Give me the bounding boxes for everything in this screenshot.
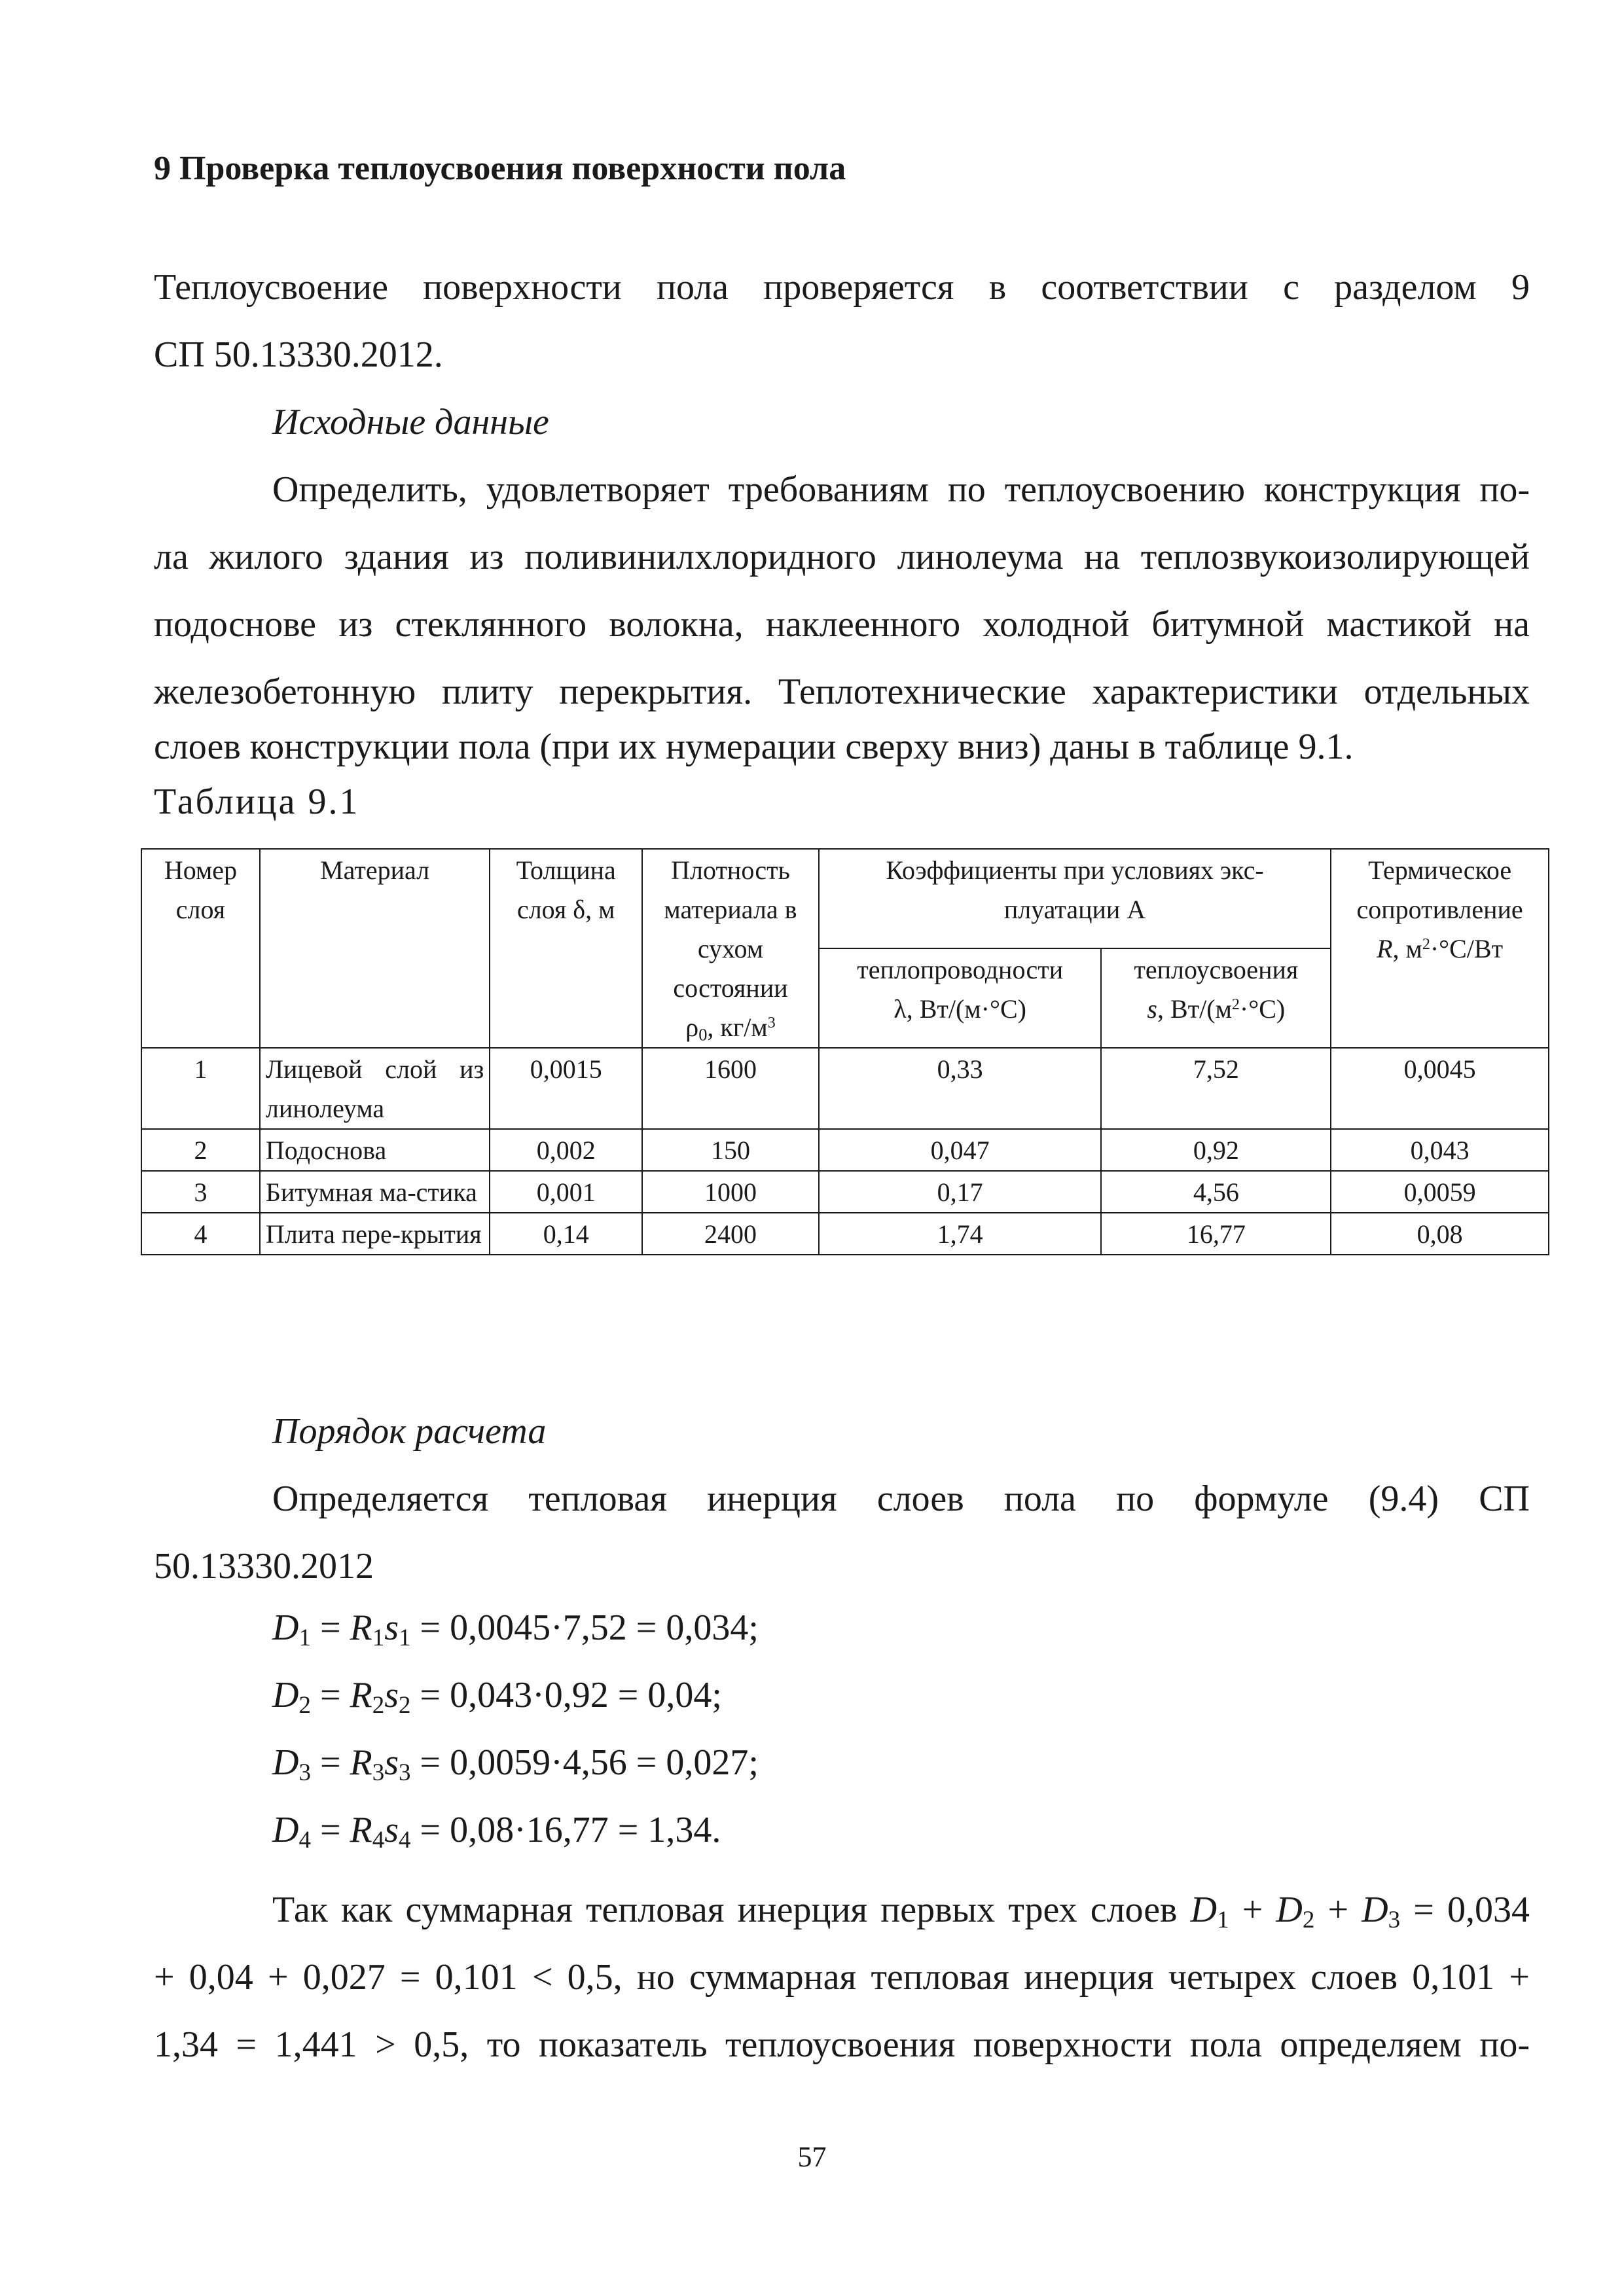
calc-intro-line-1: Определяется тепловая инерция слоев пола по формуле (9.4) СП <box>272 1479 1530 1519</box>
formula-s2-index: 2 <box>399 1691 411 1719</box>
formula-d4: $D_4 = R_4s_4 = 0,08\cdot 16,77 = 1,34$. <box>272 1810 721 1854</box>
cell-num: 4 <box>141 1213 260 1255</box>
formula-r3-index: 3 <box>372 1759 385 1786</box>
table-row <box>141 1213 1549 1255</box>
intro-line-2: СП 50.13330.2012. <box>154 334 443 375</box>
formula-r4-index: 4 <box>372 1826 385 1854</box>
task-line-3: подоснове из стеклянного волокна, наклеенного холодной битумной мастикой на <box>154 604 1530 645</box>
cell-density: 1600 <box>642 1048 819 1129</box>
conclusion-line-1: Так как суммарная тепловая инерция первых трех слоев $D_1 + D_2 + D_3 = 0,034$ <box>272 1890 1530 1933</box>
cell-absorption: 16,77 <box>1101 1213 1331 1255</box>
cell-conductivity: 0,17 <box>819 1171 1102 1213</box>
formula-d3-index: 3 <box>298 1759 311 1786</box>
task-line-5: слоев конструкции пола (при их нумерации сверху вниз) даны в таблице 9.1. <box>154 726 1354 767</box>
header-resistance-unit-b: ·°С/Вт <box>1430 934 1504 963</box>
conclusion-line-1-value: = 0,034 <box>1413 1890 1530 1930</box>
formula-d4-result: = 0,08·16,77 = 1,34. <box>410 1810 721 1850</box>
section-heading: 9 Проверка теплоусвоения поверхности пола <box>154 150 846 187</box>
header-absorption-sup: 2 <box>1231 996 1240 1013</box>
cell-num: 1 <box>141 1048 260 1129</box>
cell-resistance: 0,0059 <box>1331 1171 1549 1213</box>
cell-resistance: 0,0045 <box>1331 1048 1549 1129</box>
header-material: Материал <box>260 849 490 1048</box>
cell-material: Подоснова <box>260 1129 490 1171</box>
cell-material: Плита пере-крытия <box>260 1213 490 1255</box>
formula-s4-index: 4 <box>399 1826 411 1854</box>
formula-d4-index: 4 <box>298 1826 311 1854</box>
formula-d2-index: 2 <box>298 1691 311 1719</box>
table-caption: Таблица 9.1 <box>154 781 360 822</box>
cell-density: 1000 <box>642 1171 819 1213</box>
formula-s1-index: 1 <box>399 1624 411 1651</box>
initial-data-title: Исходные данные <box>272 402 549 442</box>
layers-table <box>141 848 1549 1255</box>
task-line-2: ла жилого здания из поливинилхлоридного линолеума на теплозвукоизолирующей <box>154 537 1530 577</box>
header-coefficients: Коэффициенты при условиях экс-плуатации А <box>819 849 1331 948</box>
formula-r2-index: 2 <box>372 1691 385 1719</box>
header-num: Номер слоя <box>141 849 260 1048</box>
intro-line-1: Теплоусвоение поверхности пола проверяется в соответствии с разделом 9 <box>154 267 1530 308</box>
table-header-row <box>141 849 1549 948</box>
header-conductivity <box>819 948 1102 1048</box>
table-row <box>141 1171 1549 1213</box>
header-density-unit: , кг/м <box>707 1013 768 1042</box>
header-density <box>642 849 819 1048</box>
header-resistance-text: Термическое сопротивление <box>1356 855 1523 924</box>
formula-d1-result: = 0,0045·7,52 = 0,034; <box>410 1607 759 1648</box>
cell-thickness: 0,001 <box>490 1171 642 1213</box>
cell-density: 2400 <box>642 1213 819 1255</box>
header-conductivity-unit: λ, Вт/(м·°С) <box>893 994 1026 1024</box>
cell-absorption: 4,56 <box>1101 1171 1331 1213</box>
cell-resistance: 0,043 <box>1331 1129 1549 1171</box>
formula-d3: $D_3 = R_3s_3 = 0,0059\cdot 4,56 = 0,027$; <box>272 1742 759 1786</box>
header-absorption-text: теплоусвоения <box>1134 955 1299 984</box>
formula-s3-index: 3 <box>399 1759 411 1786</box>
cell-num: 3 <box>141 1171 260 1213</box>
header-resistance-symbol: R <box>1377 934 1393 963</box>
task-line-1: Определить, удовлетворяет требованиям по теплоусвоению конструкция по- <box>272 469 1530 510</box>
cell-absorption: 0,92 <box>1101 1129 1331 1171</box>
header-absorption-symbol: s <box>1147 994 1157 1024</box>
conclusion-line-1-text: Так как суммарная тепловая инерция первых трех слоев <box>272 1890 1178 1930</box>
header-absorption <box>1101 948 1331 1048</box>
cell-material: Лицевой слой из линолеума <box>260 1048 490 1129</box>
header-density-text: Плотность материала в сухом состоянии <box>664 855 797 1003</box>
conclusion-line-3: 1,34 = 1,441 > 0,5, то показатель теплоусвоения поверхности пола определяем по- <box>154 2024 1530 2065</box>
cell-thickness: 0,0015 <box>490 1048 642 1129</box>
cell-density: 150 <box>642 1129 819 1171</box>
page-number: 57 <box>797 2141 827 2173</box>
header-density-symbol: ρ <box>685 1013 699 1042</box>
cell-material: Битумная ма-стика <box>260 1171 490 1213</box>
formula-d2: $D_2 = R_2s_2 = 0,043\cdot 0,92 = 0,04$; <box>272 1675 722 1719</box>
calc-intro-line-2: 50.13330.2012 <box>154 1546 374 1587</box>
cell-conductivity: 0,047 <box>819 1129 1102 1171</box>
formula-d2-result: = 0,043·0,92 = 0,04; <box>410 1675 722 1715</box>
cell-thickness: 0,14 <box>490 1213 642 1255</box>
calc-title: Порядок расчета <box>272 1411 547 1452</box>
header-absorption-unit-a: , Вт/(м <box>1157 994 1232 1024</box>
header-absorption-unit-b: ·°С) <box>1239 994 1286 1024</box>
cell-conductivity: 0,33 <box>819 1048 1102 1129</box>
formula-d1-index: 1 <box>298 1624 311 1651</box>
conclusion-line-2: + 0,04 + 0,027 = 0,101 < 0,5, но суммарная тепловая инерция четырех слоев 0,101 + <box>154 1957 1530 1998</box>
cell-num: 2 <box>141 1129 260 1171</box>
header-conductivity-text: теплопроводности <box>857 955 1064 984</box>
table-row <box>141 1048 1549 1129</box>
cell-thickness: 0,002 <box>490 1129 642 1171</box>
cell-conductivity: 1,74 <box>819 1213 1102 1255</box>
header-resistance-sup: 2 <box>1422 935 1430 953</box>
task-line-4: железобетонную плиту перекрытия. Теплотехнические характеристики отдельных <box>154 672 1530 712</box>
formula-d3-result: = 0,0059·4,56 = 0,027; <box>410 1742 759 1783</box>
header-thickness: Толщина слоя δ, м <box>490 849 642 1048</box>
header-resistance <box>1331 849 1549 1048</box>
cell-resistance: 0,08 <box>1331 1213 1549 1255</box>
formula-d1: $D_1 = R_1s_1 = 0,0045\cdot 7,52 = 0,034$; <box>272 1607 759 1651</box>
formula-r1-index: 1 <box>372 1624 385 1651</box>
table-row <box>141 1129 1549 1171</box>
header-density-sub: 0 <box>698 1024 708 1045</box>
cell-absorption: 7,52 <box>1101 1048 1331 1129</box>
header-resistance-unit-a: , м <box>1392 934 1422 963</box>
header-density-sup: 3 <box>767 1014 776 1031</box>
